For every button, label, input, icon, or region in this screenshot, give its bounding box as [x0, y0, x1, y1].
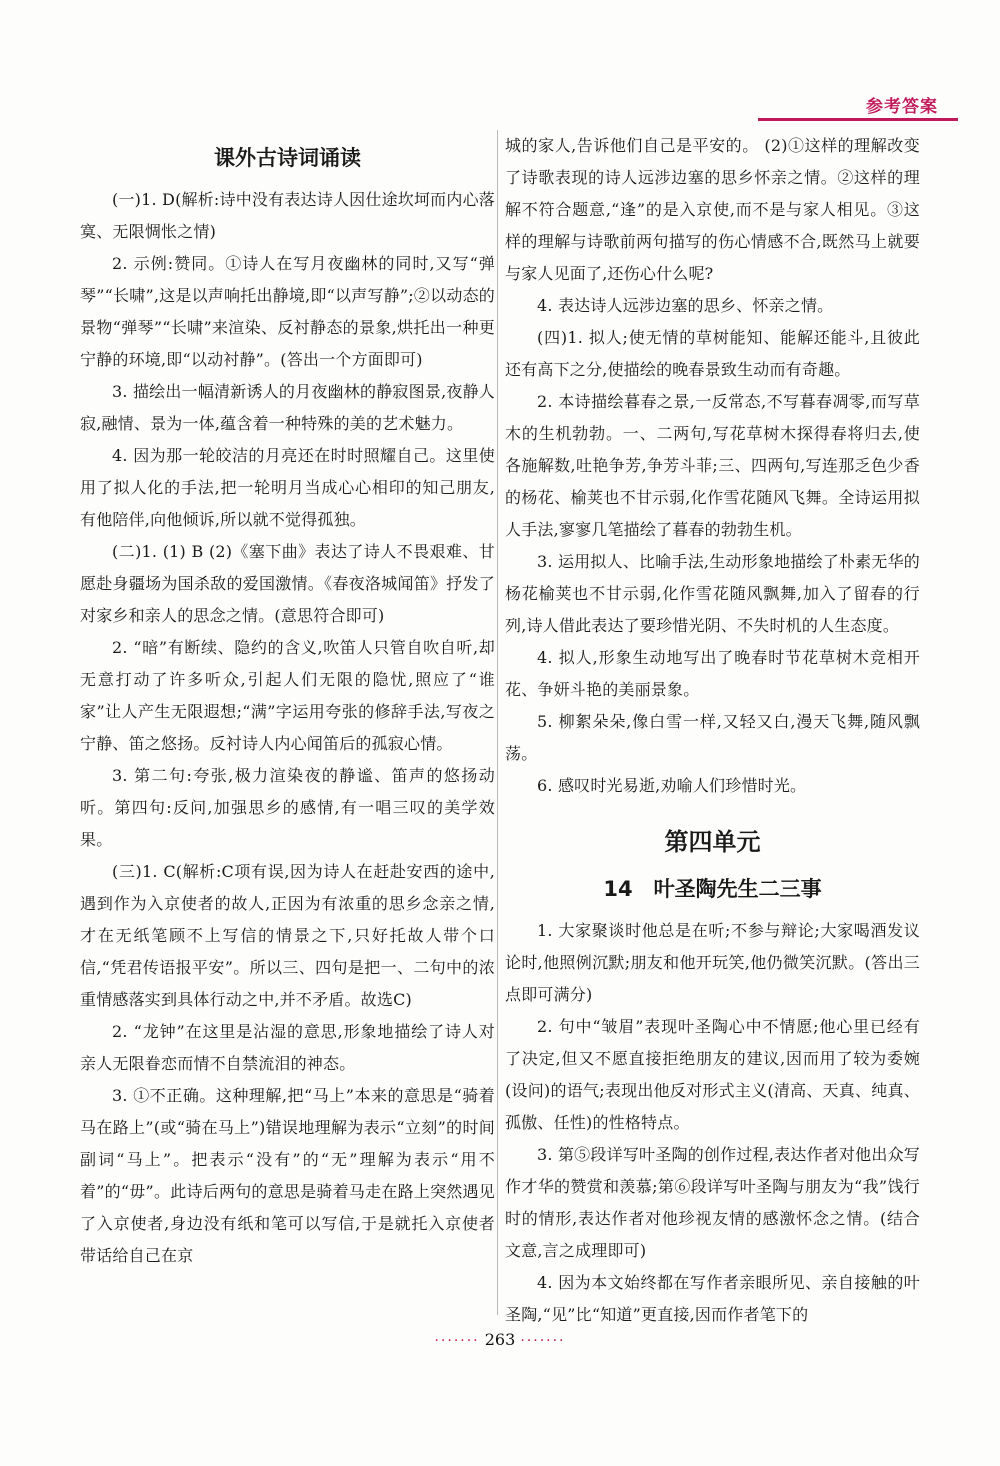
unit-title: 第四单元 — [664, 828, 761, 856]
left-column — [80, 130, 495, 1272]
answer-paragraph: 3. 运用拟人、比喻手法,生动形象地描绘了朴素无华的杨花榆荚也不甘示弱,化作雪花随风飘舞,加入了留春的行列,诗人借此表达了要珍惜光阴、不失时机的人生态度。 — [505, 552, 920, 635]
answer-paragraph: 4. 拟人,形象生动地写出了晚春时节花草树木竞相开花、争妍斗艳的美丽景象。 — [505, 648, 920, 699]
header-rule — [758, 118, 958, 121]
answer-paragraph: 2. 示例:赞同。①诗人在写月夜幽林的同时,又写“弹琴”“长啸”,这是以声响托出静境,即“以声写静”;②以动态的景物“弹琴”“长啸”来渲染、反衬静态的景象,烘托出一种更宁静的环境,即“以动衬静”。(答出一个方面即可) — [80, 254, 495, 369]
answer-paragraph: 3. 描绘出一幅清新诱人的月夜幽林的静寂图景,夜静人寂,融情、景为一体,蕴含着一种特殊的美的艺术魅力。 — [80, 382, 495, 433]
column-divider — [497, 130, 498, 1315]
header-tag: 参考答案 — [866, 97, 938, 117]
answer-paragraph: 6. 感叹时光易逝,劝喻人们珍惜时光。 — [537, 776, 807, 795]
answer-paragraph: 2. “龙钟”在这里是沾湿的意思,形象地描绘了诗人对亲人无限眷恋而情不自禁流泪的神态。 — [80, 1022, 495, 1073]
section-title-poems: 课外古诗词诵读 — [214, 146, 361, 170]
page-footer — [0, 1330, 1000, 1349]
footer-dots-left: ······· — [434, 1333, 480, 1349]
footer-dots-right: ······· — [520, 1333, 566, 1349]
answer-paragraph: 3. 第二句:夸张,极力渲染夜的静谧、笛声的悠扬动听。第四句:反问,加强思乡的感情,有一唱三叹的美学效果。 — [80, 766, 495, 849]
answer-paragraph: (二)1. (1) B (2)《塞下曲》表达了诗人不畏艰难、甘愿赴身疆场为国杀敌的爱国激情。《春夜洛城闻笛》抒发了对家乡和亲人的思念之情。(意思符合即可) — [80, 542, 495, 625]
lesson-title: 14 叶圣陶先生二三事 — [603, 877, 822, 901]
answer-paragraph: (一)1. D(解析:诗中没有表达诗人因仕途坎坷而内心落寞、无限惆怅之情) — [80, 190, 495, 241]
right-column — [505, 130, 920, 1331]
answer-paragraph: 4. 因为本文始终都在写作者亲眼所见、亲自接触的叶圣陶,“见”比“知道”更直接,因而作者笔下的 — [505, 1273, 920, 1324]
answer-paragraph: 5. 柳絮朵朵,像白雪一样,又轻又白,漫天飞舞,随风飘荡。 — [505, 712, 920, 763]
answer-paragraph: 3. ①不正确。这种理解,把“马上”本来的意思是“骑着马在路上”(或“骑在马上”)错误地理解为表示“立刻”的时间副词“马上”。把表示“没有”的“无”理解为表示“用不着”的“毋”。此诗后两句的意思是骑着马走在路上突然遇见了入京使者,身边没有纸和笔可以写信,于是就托入京使者带话给自己在京 — [80, 1086, 495, 1265]
answer-paragraph: 2. 本诗描绘暮春之景,一反常态,不写暮春凋零,而写草木的生机勃勃。一、二两句,写花草树木探得春将归去,使各施解数,吐艳争芳,争芳斗菲;三、四两句,写连那乏色少香的杨花、榆荚也不甘示弱,化作雪花随风飞舞。全诗运用拟人手法,寥寥几笔描绘了暮春的勃勃生机。 — [505, 392, 920, 539]
answer-paragraph: 1. 大家聚谈时他总是在听;不参与辩论;大家喝酒发议论时,他照例沉默;朋友和他开玩笑,他仍微笑沉默。(答出三点即可满分) — [505, 921, 920, 1004]
answer-paragraph: 4. 表达诗人远涉边塞的思乡、怀亲之情。 — [537, 296, 834, 315]
answer-paragraph: 2. 句中“皱眉”表现叶圣陶心中不情愿;他心里已经有了决定,但又不愿直接拒绝朋友的建议,因而用了较为委婉(设问)的语气;表现出他反对形式主义(清高、天真、纯真、孤傲、任性)的性格特点。 — [505, 1017, 920, 1132]
answer-paragraph: (四)1. 拟人;使无情的草树能知、能解还能斗,且彼此还有高下之分,使描绘的晚春景致生动而有奇趣。 — [505, 328, 920, 379]
answer-continuation: 城的家人,告诉他们自己是平安的。 (2)①这样的理解改变了诗歌表现的诗人远涉边塞的思乡怀亲之情。②这样的理解不符合题意,“逢”的是入京使,而不是与家人相见。③这样的理解与诗歌前两句描写的伤心情感不合,既然马上就要与家人见面了,还伤心什么呢? — [505, 136, 920, 283]
answer-paragraph: 4. 因为那一轮皎洁的月亮还在时时照耀自己。这里使用了拟人化的手法,把一轮明月当成心心相印的知己朋友,有他陪伴,向他倾诉,所以就不觉得孤独。 — [80, 446, 495, 529]
answer-paragraph: 3. 第⑤段详写叶圣陶的创作过程,表达作者对他出众写作才华的赞赏和羡慕;第⑥段详写叶圣陶与朋友为“我”饯行时的情形,表达作者对他珍视友情的感激怀念之情。(结合文意,言之成理即可) — [505, 1145, 920, 1260]
answer-paragraph: 2. “暗”有断续、隐约的含义,吹笛人只管自吹自听,却无意打动了许多听众,引起人们无限的隐忧,照应了“谁家”让人产生无限遐想;“满”字运用夸张的修辞手法,写夜之宁静、笛之悠扬。反衬诗人内心闻笛后的孤寂心情。 — [80, 638, 495, 753]
answer-paragraph: (三)1. C(解析:C项有误,因为诗人在赶赴安西的途中,遇到作为入京使者的故人,正因为有浓重的思乡念亲之情,才在无纸笔顾不上写信的情景之下,只好托故人带个口信,“凭君传语报平安”。所以三、四句是把一、二句中的浓重情感落实到具体行动之中,并不矛盾。故选C) — [80, 862, 495, 1009]
page-number: 263 — [484, 1330, 516, 1349]
